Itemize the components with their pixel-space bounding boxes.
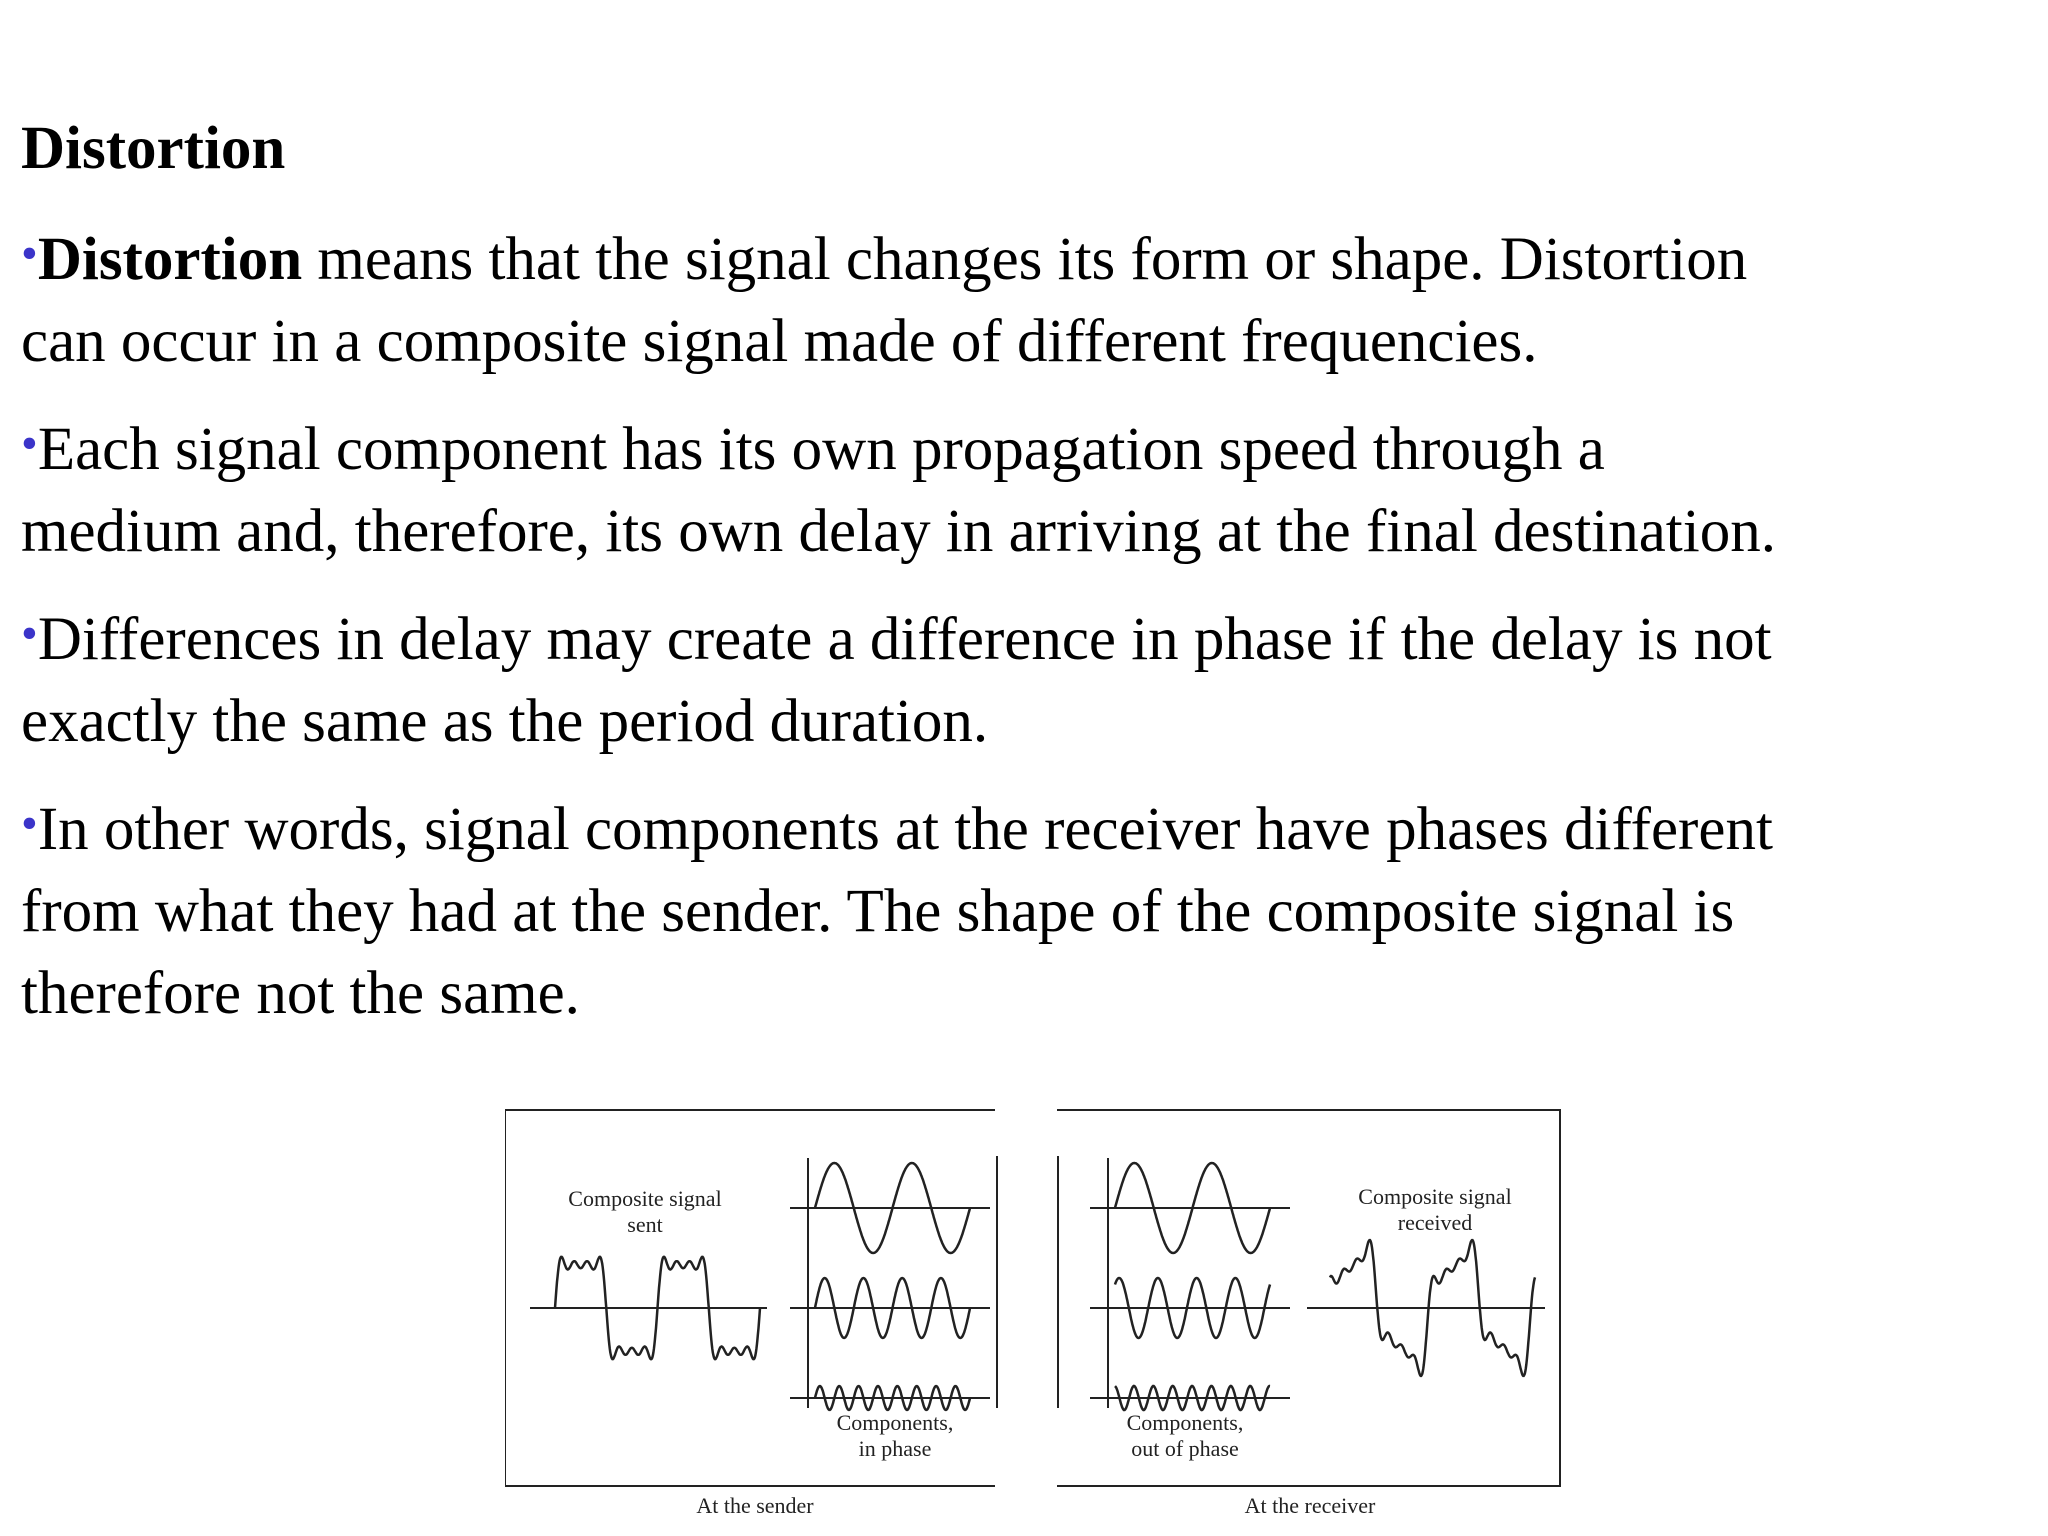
sender-composite-label-line1: Composite signal [568, 1186, 722, 1211]
sender-composite-label-line2: sent [627, 1212, 663, 1237]
bullet-item [21, 403, 2031, 573]
sender-components-label-line2: in phase [858, 1436, 932, 1461]
distortion-diagram [505, 1108, 1565, 1528]
bullet-bold-term: Distortion [37, 226, 303, 293]
bullet-list [21, 213, 2031, 1055]
bullet-item [21, 213, 2031, 383]
sender-components-label [805, 1410, 985, 1462]
bullet-dot-icon: • [21, 227, 38, 280]
bullet-item [21, 783, 2031, 1035]
receiver-composite-label-line1: Composite signal [1358, 1184, 1512, 1209]
bullet-text: Each signal component has its own propagation speed through a [37, 416, 1605, 483]
bullet-text: therefore not the same. [21, 960, 580, 1027]
bullet-text: medium and, therefore, its own delay in arriving at the final destination. [21, 498, 1776, 565]
receiver-components-label-line2: out of phase [1131, 1436, 1239, 1461]
bullet-text: exactly the same as the period duration. [21, 688, 989, 755]
slide-title: Distortion [21, 115, 286, 182]
bullet-dot-icon: • [21, 417, 38, 470]
sender-composite-label [545, 1186, 745, 1238]
sender-caption: At the sender [696, 1493, 814, 1518]
receiver-components-label [1095, 1410, 1275, 1462]
receiver-caption: At the receiver [1244, 1493, 1376, 1518]
bullet-dot-icon: • [21, 607, 38, 660]
distortion-figure [505, 1108, 1565, 1528]
bullet-item [21, 593, 2031, 763]
bullet-text: In other words, signal components at the receiver have phases different [37, 796, 1773, 863]
bullet-text: can occur in a composite signal made of different frequencies. [21, 308, 1538, 375]
receiver-composite-label [1335, 1184, 1535, 1236]
sender-components-label-line1: Components, [836, 1410, 954, 1435]
bullet-text: from what they had at the sender. The shape of the composite signal is [21, 878, 1735, 945]
receiver-composite-label-line2: received [1397, 1210, 1473, 1235]
bullet-dot-icon: • [21, 797, 38, 850]
receiver-components-label-line1: Components, [1126, 1410, 1244, 1435]
bullet-text: means that the signal changes its form or shape. Distortion [302, 226, 1748, 293]
bullet-text: Differences in delay may create a difference in phase if the delay is not [37, 606, 1772, 673]
